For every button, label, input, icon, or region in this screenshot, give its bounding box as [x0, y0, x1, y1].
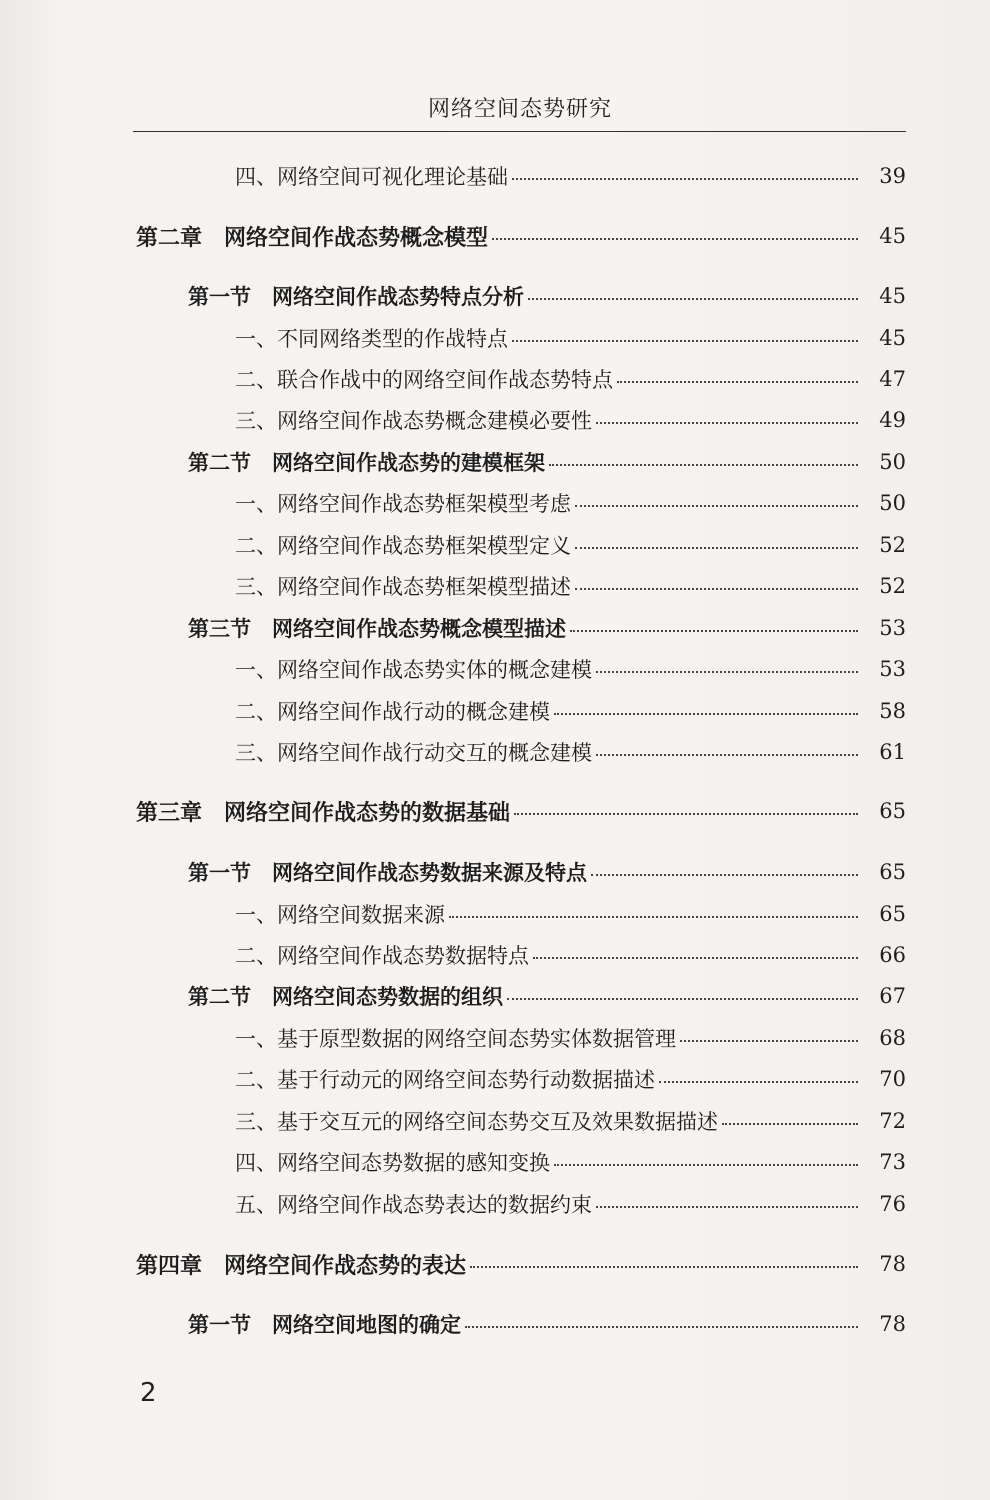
toc-entry-title: 一、基于原型数据的网络空间态势实体数据管理 [235, 1027, 676, 1051]
toc-item-row [235, 1103, 906, 1139]
toc-item-row [235, 1061, 906, 1097]
dot-leader [449, 916, 858, 918]
toc-item-row [235, 896, 906, 932]
dot-leader [512, 178, 858, 180]
dot-leader [617, 381, 858, 383]
toc-item-row [235, 1144, 906, 1180]
toc-item-row [235, 158, 906, 194]
toc-page-number: 65 [879, 902, 906, 926]
dot-leader [492, 238, 858, 240]
toc-page-number: 53 [879, 616, 906, 640]
toc-entry-title: 二、网络空间作战态势框架模型定义 [235, 534, 571, 558]
toc-entry-title: 第一节 网络空间地图的确定 [188, 1312, 461, 1337]
toc-entry-title: 一、网络空间作战态势实体的概念建模 [235, 658, 592, 682]
toc-entry-title: 二、网络空间作战行动的概念建模 [235, 700, 550, 724]
toc-page-number: 78 [879, 1252, 906, 1276]
toc-entry-title: 三、基于交互元的网络空间态势交互及效果数据描述 [235, 1110, 718, 1134]
dot-leader [596, 671, 858, 673]
running-head: 网络空间态势研究 [427, 97, 612, 122]
toc-item-row [235, 568, 906, 604]
toc-entry-title: 一、网络空间作战态势框架模型考虑 [235, 492, 571, 516]
toc-entry-title: 二、联合作战中的网络空间作战态势特点 [235, 368, 613, 392]
toc-section-row [188, 978, 906, 1014]
toc-entry-title: 一、网络空间数据来源 [235, 903, 445, 927]
dot-leader [659, 1081, 858, 1083]
toc-entry-title: 第二节 网络空间作战态势的建模框架 [188, 450, 545, 475]
toc-page-number: 52 [879, 574, 906, 598]
toc-entry-title: 第二章 网络空间作战态势概念模型 [136, 224, 489, 251]
toc-section-row [188, 854, 906, 890]
toc-item-row [235, 320, 906, 356]
toc-chapter-row [136, 218, 906, 254]
toc-entry-title: 第二节 网络空间态势数据的组织 [188, 984, 503, 1009]
toc-entry-title: 一、不同网络类型的作战特点 [235, 327, 508, 351]
toc-item-row [235, 402, 906, 438]
dot-leader [575, 505, 858, 507]
page-number: 2 [140, 1378, 157, 1408]
dot-leader [680, 1040, 858, 1042]
toc-page-number: 45 [879, 326, 906, 350]
toc-page-number: 49 [879, 408, 906, 432]
dot-leader [470, 1266, 858, 1268]
toc-item-row [235, 527, 906, 563]
dot-leader [507, 998, 858, 1000]
toc-entry-title: 第四章 网络空间作战态势的表达 [136, 1252, 467, 1279]
dot-leader [591, 874, 858, 876]
toc-page-number: 45 [879, 284, 906, 308]
toc-page-number: 45 [879, 224, 906, 248]
dot-leader [554, 1164, 858, 1166]
toc-page-number: 76 [879, 1192, 906, 1216]
dot-leader [549, 464, 858, 466]
toc-chapter-row [136, 1246, 906, 1282]
toc-page-number: 61 [879, 740, 906, 764]
toc-page-number: 73 [879, 1150, 906, 1174]
toc-entry-title: 第三章 网络空间作战态势的数据基础 [136, 799, 511, 826]
toc-page-number: 50 [879, 450, 906, 474]
toc-entry-title: 三、网络空间作战态势概念建模必要性 [235, 409, 592, 433]
toc-page-number: 50 [879, 491, 906, 515]
toc-section-row [188, 278, 906, 314]
toc-page-number: 72 [879, 1109, 906, 1133]
toc-item-row [235, 485, 906, 521]
toc-entry-title: 三、网络空间作战态势框架模型描述 [235, 575, 571, 599]
dot-leader [596, 422, 858, 424]
dot-leader [533, 957, 858, 959]
toc-page-number: 58 [879, 699, 906, 723]
toc-page-number: 47 [879, 367, 906, 391]
dot-leader [596, 754, 858, 756]
toc-item-row [235, 693, 906, 729]
toc-page-number: 68 [879, 1026, 906, 1050]
toc-page-number: 67 [879, 984, 906, 1008]
toc-entry-title: 四、网络空间态势数据的感知变换 [235, 1151, 550, 1175]
toc-page-number: 65 [879, 799, 906, 823]
toc-entry-title: 三、网络空间作战行动交互的概念建模 [235, 741, 592, 765]
toc-entry-title: 第一节 网络空间作战态势特点分析 [188, 284, 524, 309]
toc-entry-title: 第三节 网络空间作战态势概念模型描述 [188, 616, 566, 641]
toc-page-number: 70 [879, 1067, 906, 1091]
toc-item-row [235, 651, 906, 687]
toc-entry-title: 四、网络空间可视化理论基础 [235, 165, 508, 189]
toc-entry-title: 二、基于行动元的网络空间态势行动数据描述 [235, 1068, 655, 1092]
toc-item-row [235, 361, 906, 397]
dot-leader [575, 547, 858, 549]
dot-leader [512, 340, 858, 342]
toc-page-number: 66 [879, 943, 906, 967]
toc-page-number: 65 [879, 860, 906, 884]
toc-entry-title: 五、网络空间作战态势表达的数据约束 [235, 1193, 592, 1217]
toc-page-number: 78 [879, 1312, 906, 1336]
dot-leader [596, 1206, 858, 1208]
toc-item-row [235, 937, 906, 973]
dot-leader [570, 630, 858, 632]
dot-leader [528, 298, 858, 300]
toc-item-row [235, 1020, 906, 1056]
dot-leader [465, 1326, 858, 1328]
dot-leader [554, 713, 858, 715]
toc-section-row [188, 610, 906, 646]
dot-leader [575, 588, 858, 590]
toc-chapter-row [136, 793, 906, 829]
toc-entry-title: 二、网络空间作战态势数据特点 [235, 944, 529, 968]
toc-item-row [235, 734, 906, 770]
toc-section-row [188, 444, 906, 480]
toc-entry-title: 第一节 网络空间作战态势数据来源及特点 [188, 860, 587, 885]
dot-leader [722, 1123, 858, 1125]
toc-section-row [188, 1306, 906, 1342]
dot-leader [514, 813, 858, 815]
toc-page-number: 39 [879, 164, 906, 188]
toc-page-number: 53 [879, 657, 906, 681]
toc-item-row [235, 1186, 906, 1222]
toc-page-number: 52 [879, 533, 906, 557]
